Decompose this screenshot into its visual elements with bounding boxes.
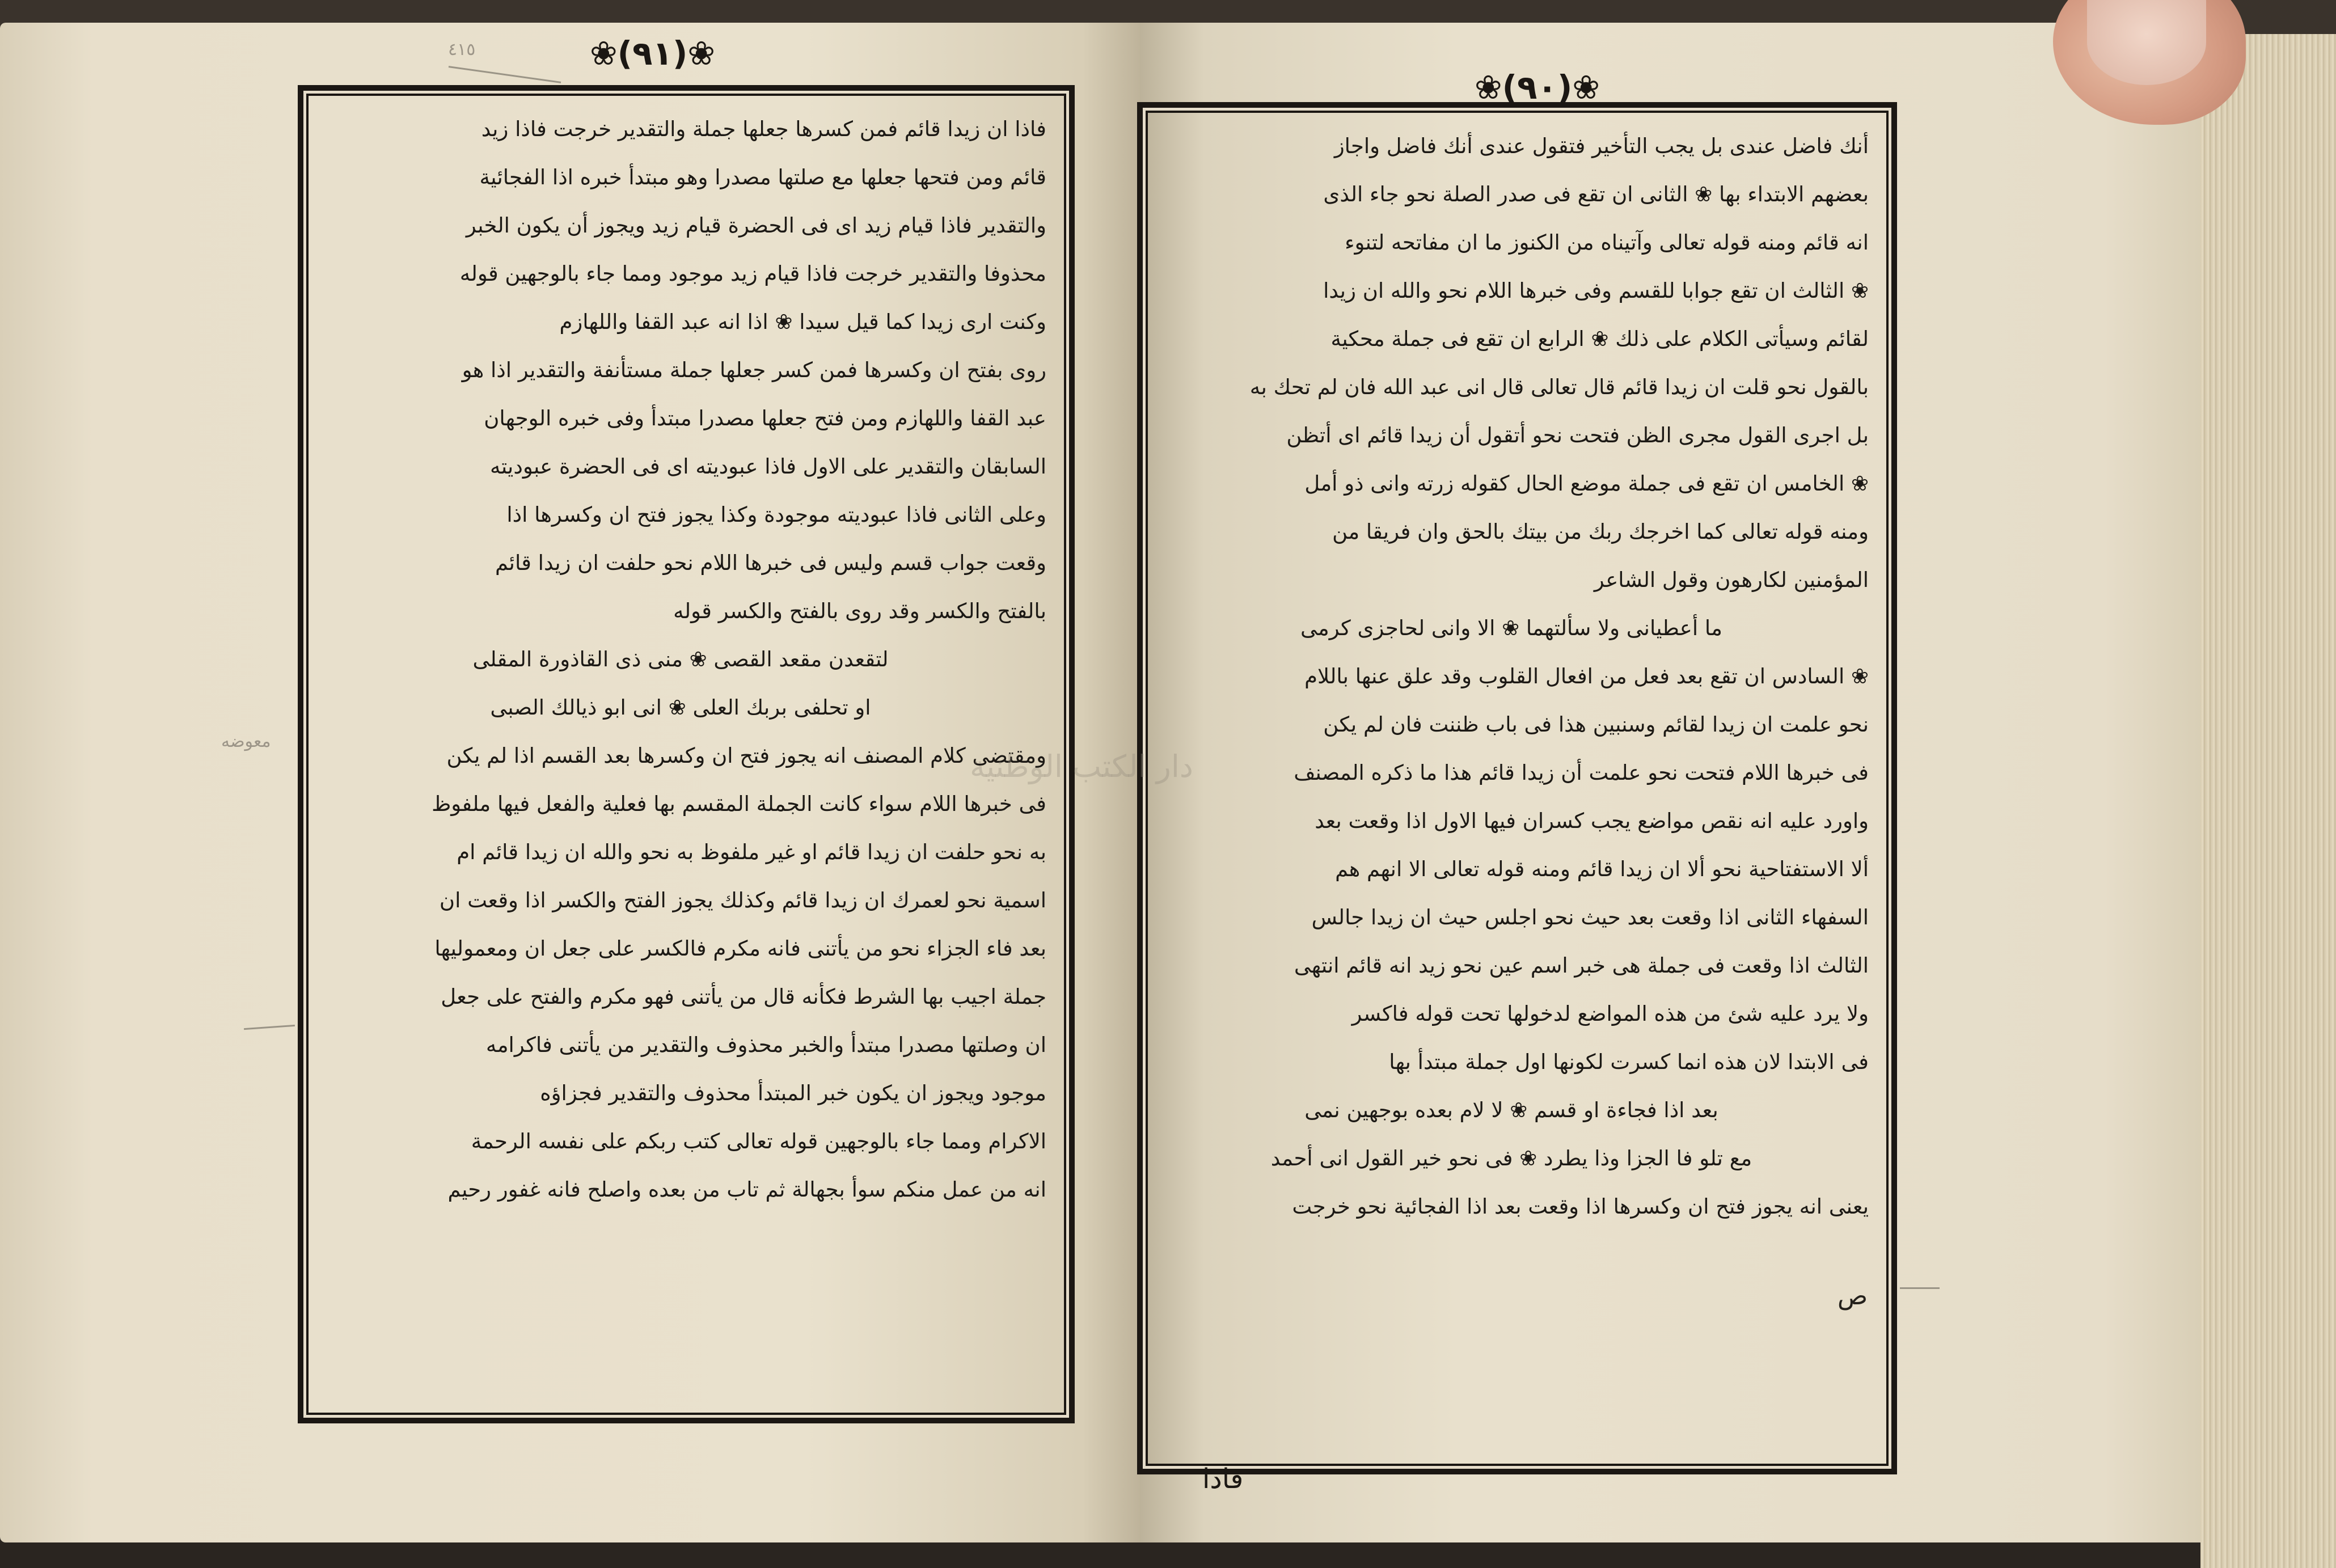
text-line: بل اجرى القول مجرى الظن فتحت نحو أتقول أن زيدا قائم اى أتظن bbox=[1286, 423, 1869, 447]
right-page-number: ❀(٩٠)❀ bbox=[1475, 68, 1600, 107]
left-page-text bbox=[315, 105, 1046, 1214]
text-line: ❀ السادس ان تقع بعد فعل من افعال القلوب وقد علق عنها باللام bbox=[1304, 664, 1869, 688]
verse-line: بعد اذا فجاءة او قسم ❀ لا لام بعده بوجهين نمى bbox=[1304, 1098, 1718, 1122]
text-line: السابقان والتقدير على الاول فاذا عبوديته اى فى الحضرة عبوديته bbox=[490, 454, 1046, 479]
left-margin-note-top: ٤١٥ bbox=[448, 40, 476, 60]
right-margin-note-sad: ص bbox=[1837, 1282, 1868, 1311]
left-page-number: ❀(٩١)❀ bbox=[590, 34, 716, 73]
text-line: محذوفا والتقدير خرجت فاذا قيام زيد موجود ومما جاء بالوجهين قوله bbox=[459, 261, 1046, 286]
text-line: ان وصلتها مصدرا مبتدأ والخبر محذوف والتقدير من يأتنى فاكرامه bbox=[485, 1033, 1046, 1057]
pencil-mark bbox=[1900, 1287, 1940, 1289]
catchword: فاذا bbox=[1202, 1463, 1244, 1495]
text-line: ❀ الخامس ان تقع فى جملة موضع الحال كقوله زرته وانى ذو أمل bbox=[1304, 471, 1869, 496]
verse-line: مع تلو فا الجزا وذا يطرد ❀ فى نحو خير القول انى أحمد bbox=[1270, 1146, 1752, 1170]
text-line: انه من عمل منكم سوأ بجهالة ثم تاب من بعده واصلح فانه غفور رحيم bbox=[447, 1177, 1046, 1202]
text-line: انه قائم ومنه قوله تعالى وآتيناه من الكنوز ما ان مفاتحه لتنوء bbox=[1345, 230, 1869, 255]
poem-line: ما أعطيانى ولا سألتهما ❀ الا وانى لحاجزى كرمى bbox=[1300, 616, 1722, 640]
text-line: به نحو حلفت ان زيدا قائم او غير ملفوظ به نحو والله ان زيدا قائم ام bbox=[457, 840, 1046, 864]
text-line: بالقول نحو قلت ان زيدا قائم قال تعالى قال انى عبد الله فان لم تحك به bbox=[1249, 375, 1869, 399]
thumb-nail bbox=[2087, 0, 2206, 85]
poem-line: لتقعدن مقعد القصى ❀ منى ذى القاذورة المقلى bbox=[472, 647, 889, 671]
page-edges bbox=[2200, 34, 2336, 1568]
text-line: بعضهم الابتداء بها ❀ الثانى ان تقع فى صدر الصلة نحو جاء الذى bbox=[1323, 182, 1869, 206]
text-line: ومنه قوله تعالى كما اخرجك ربك من بيتك بالحق وان فريقا من bbox=[1332, 519, 1869, 544]
left-margin-note-side: معوضه bbox=[221, 732, 271, 751]
text-line: ومقتضى كلام المصنف انه يجوز فتح ان وكسرها بعد القسم اذا لم يكن bbox=[446, 743, 1046, 768]
text-line: لقائم وسيأتى الكلام على ذلك ❀ الرابع ان تقع فى جملة محكية bbox=[1330, 327, 1869, 351]
text-line: بعد فاء الجزاء نحو من يأتنى فانه مكرم فالكسر على جعل ان ومعموليها bbox=[434, 936, 1046, 961]
text-line: وكنت ارى زيدا كما قيل سيدا ❀ اذا انه عبد القفا واللهازم bbox=[559, 310, 1046, 334]
text-line: فى خبرها اللام سواء كانت الجملة المقسم بها فعلية والفعل فيها ملفوظ bbox=[432, 792, 1046, 816]
text-line: قائم ومن فتحها جعلها مع صلتها مصدرا وهو مبتدأ خبره اذا الفجائية bbox=[479, 165, 1046, 189]
text-line: بالفتح والكسر وقد روى بالفتح والكسر قوله bbox=[673, 599, 1046, 623]
text-line: المؤمنين لكارهون وقول الشاعر bbox=[1594, 568, 1869, 592]
text-line: الثالث اذا وقعت فى جملة هى خبر اسم عين نحو زيد انه قائم انتهى bbox=[1294, 953, 1869, 978]
text-line: روى بفتح ان وكسرها فمن كسر جعلها جملة مستأنفة والتقدير اذا هو bbox=[462, 358, 1046, 382]
text-line: واورد عليه انه نقص مواضع يجب كسران فيها الاول اذا وقعت بعد bbox=[1315, 809, 1869, 833]
text-line: اسمية نحو لعمرك ان زيدا قائم وكذلك يجوز الفتح والكسر اذا وقعت ان bbox=[439, 888, 1046, 912]
text-line: والتقدير فاذا قيام زيد اى فى الحضرة قيام زيد ويجوز أن يكون الخبر bbox=[466, 213, 1046, 238]
text-line: ألا الاستفتاحية نحو ألا ان زيدا قائم ومنه قوله تعالى الا انهم هم bbox=[1335, 857, 1869, 881]
text-line: الاكرام ومما جاء بالوجهين قوله تعالى كتب ربكم على نفسه الرحمة bbox=[471, 1129, 1046, 1153]
text-line: فاذا ان زيدا قائم فمن كسرها جعلها جملة والتقدير خرجت فاذا زيد bbox=[481, 117, 1046, 141]
text-line: موجود ويجوز ان يكون خبر المبتدأ محذوف والتقدير فجزاؤه bbox=[540, 1081, 1046, 1105]
text-line: يعنى انه يجوز فتح ان وكسرها اذا وقعت بعد اذا الفجائية نحو خرجت bbox=[1292, 1194, 1869, 1219]
text-line: أنك فاضل عندى بل يجب التأخير فتقول عندى أنك فاضل واجاز bbox=[1334, 134, 1869, 158]
right-page-text bbox=[1154, 122, 1869, 1231]
text-line: جملة اجيب بها الشرط فكأنه قال من يأتنى فهو مكرم والفتح على جعل bbox=[441, 984, 1046, 1009]
library-watermark: دار الكتب الوطنية bbox=[970, 749, 1193, 784]
poem-line: او تحلفى بربك العلى ❀ انى ابو ذيالك الصبى bbox=[490, 695, 871, 720]
text-line: فى خبرها اللام فتحت نحو علمت أن زيدا قائم هذا ما ذكره المصنف bbox=[1294, 760, 1869, 785]
text-line: وعلى الثانى فاذا عبوديته موجودة وكذا يجوز فتح ان وكسرها اذا bbox=[506, 502, 1046, 527]
text-line: ❀ الثالث ان تقع جوابا للقسم وفى خبرها اللام نحو والله ان زيدا bbox=[1323, 278, 1869, 303]
text-line: نحو علمت ان زيدا لقائم وسنبين هذا فى باب ظننت فان لم يكن bbox=[1323, 712, 1869, 737]
text-line: السفهاء الثانى اذا وقعت بعد حيث نحو اجلس حيث ان زيدا جالس bbox=[1311, 905, 1869, 929]
text-line: ولا يرد عليه شئ من هذه المواضع لدخولها تحت قوله فاكسر bbox=[1351, 1001, 1869, 1026]
text-line: وقعت جواب قسم وليس فى خبرها اللام نحو حلفت ان زيدا قائم bbox=[495, 551, 1046, 575]
text-line: فى الابتدا لان هذه انما كسرت لكونها اول جملة مبتدأ بها bbox=[1389, 1050, 1869, 1074]
text-line: عبد القفا واللهازم ومن فتح جعلها مصدرا مبتدأ وفى خبره الوجهان bbox=[484, 406, 1046, 430]
